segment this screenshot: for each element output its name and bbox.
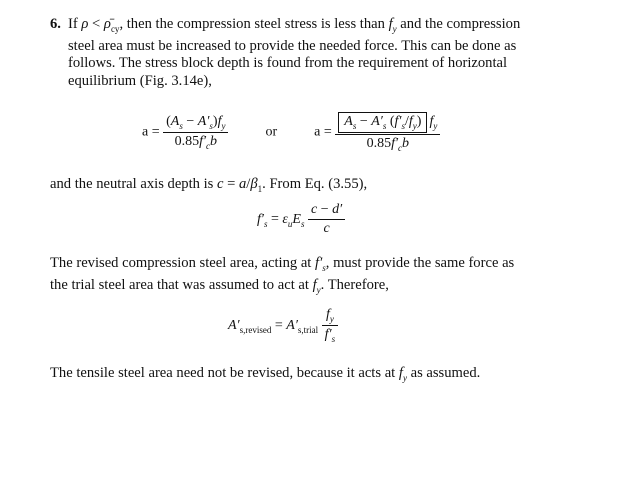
eq2-lhs: $f'_s = \varepsilon_uE_s$ (257, 211, 305, 229)
eq3-mid: $A'_{s,trial}$ (286, 317, 319, 335)
eq1-numerator: $(A_s - A'_s)f_y$ (163, 114, 228, 133)
eq1-fraction (163, 114, 228, 151)
paragraph-1 (68, 16, 600, 90)
eq3-denominator: $f'_s$ (324, 326, 336, 344)
paragraph-2 (50, 255, 595, 299)
equation-revised-area (228, 307, 338, 344)
eq2-numerator: c − d′ (308, 202, 345, 220)
eq3-fraction (322, 307, 338, 344)
eq1-denominator-2: $0.85f'_cb$ (366, 135, 410, 153)
para1-line-4: equilibrium (Fig. 3.14e), (68, 72, 212, 89)
eq1-lhs2: a = (314, 124, 332, 140)
eq2-fraction (308, 202, 345, 237)
para1-line-1: If $\rho < \rhō_{cy}$, then the compression steel stress is less than $f_y$ and the compression (68, 16, 521, 34)
eq1-or: or (265, 124, 278, 140)
eq3-numerator: $f_y$ (322, 307, 338, 326)
para1-line-3: follows. The stress block depth is found from the requirement of horizontal (68, 55, 508, 72)
para1-line-2: steel area must be increased to provide the needed force. This can be done as (68, 38, 517, 55)
eq3-lhs: $A'_{s,revised}$ = (228, 317, 283, 335)
neutral-axis-line: and the neutral axis depth is $c = a/\beta_1$. From Eq. (3.55), (50, 176, 368, 194)
equation-compression-stress (257, 202, 345, 237)
paragraph-3: The tensile steel area need not be revised, because it acts at $f_y$ as assumed. (50, 365, 481, 383)
eq1-numerator-2: $A_s - A'_s$ $(f'_s/f_y)$ $f_y$ (335, 112, 440, 135)
para2-line-1: The revised compression steel area, acting at $f'_s$, must provide the same force as (50, 255, 515, 273)
eq1-lhs: a = (142, 124, 160, 140)
eq2-denominator: c (323, 221, 330, 236)
eq1-denominator: $0.85f'_cb$ (174, 133, 218, 151)
equation-stress-block-depth (142, 112, 440, 153)
para2-line-2: the trial steel area that was assumed to act at $f_y$. Therefore, (50, 277, 389, 296)
eq1-fraction-2 (335, 112, 440, 153)
item-number: 6. (50, 16, 61, 32)
